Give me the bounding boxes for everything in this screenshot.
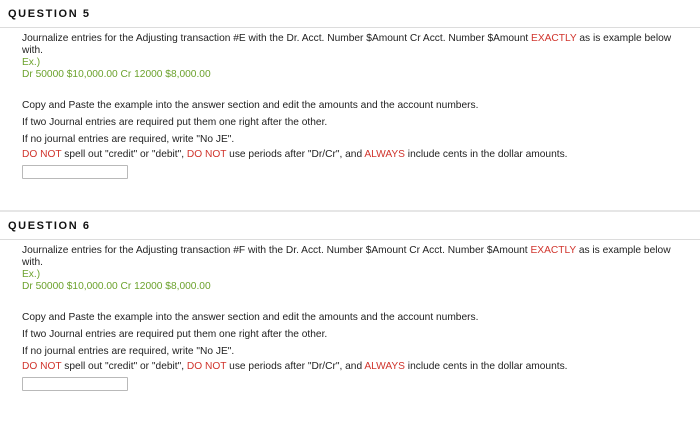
instruction-text-end: as is example below with. (22, 33, 672, 56)
example-entry: Dr 50000 $10,000.00 Cr 12000 $8,000.00 (22, 69, 211, 80)
copy-instruction: Copy and Paste the example into the answer section and edit the amounts and the account numbers. (22, 312, 479, 323)
question-6-answer-input[interactable] (22, 377, 128, 391)
question-5-header (0, 0, 700, 28)
always-emphasis: ALWAYS (364, 361, 405, 372)
instruction-text: Journalize entries for the Adjusting transaction #E with the Dr. Acct. Number $Amount Cr Acct. Number $Amount (22, 33, 532, 44)
rule-text: use periods after "Dr/Cr", and (226, 149, 365, 160)
formatting-rules (22, 361, 672, 373)
two-entries-instruction: If two Journal entries are required put them one right after the other. (22, 329, 328, 340)
instruction-text: Journalize entries for the Adjusting transaction #F with the Dr. Acct. Number $Amount Cr Acct. Number $Amount (22, 245, 531, 256)
question-6-instruction (22, 245, 672, 269)
example-entry: Dr 50000 $10,000.00 Cr 12000 $8,000.00 (22, 281, 211, 292)
instruction-text-end: as is example below with. (22, 245, 671, 268)
do-not-emphasis: DO NOT (22, 361, 62, 372)
copy-instruction: Copy and Paste the example into the answer section and edit the amounts and the account numbers. (22, 100, 479, 111)
question-5-instruction (22, 33, 672, 57)
rule-text: include cents in the dollar amounts. (404, 361, 568, 372)
rule-text: include cents in the dollar amounts. (404, 149, 568, 160)
no-entries-instruction: If no journal entries are required, write "No JE". (22, 346, 235, 357)
question-6-body (0, 240, 700, 391)
rule-text: use periods after "Dr/Cr", and (226, 361, 365, 372)
question-5-block (0, 0, 700, 212)
question-5-body (0, 28, 700, 179)
question-5-answer-input[interactable] (22, 165, 128, 179)
do-not-emphasis: DO NOT (186, 149, 227, 160)
example-label: Ex.) (22, 57, 41, 68)
no-entries-instruction: If no journal entries are required, write "No JE". (22, 134, 235, 145)
always-emphasis: ALWAYS (364, 149, 405, 160)
exactly-emphasis: EXACTLY (530, 245, 576, 256)
do-not-emphasis: DO NOT (186, 361, 227, 372)
question-6-header (0, 212, 700, 240)
exactly-emphasis: EXACTLY (531, 33, 577, 44)
question-6-title: QUESTION 6 (8, 219, 91, 232)
example-label: Ex.) (22, 269, 41, 280)
question-6-block (0, 212, 700, 433)
rule-text: spell out "credit" or "debit", (61, 149, 187, 160)
formatting-rules (22, 149, 672, 161)
question-5-title: QUESTION 5 (8, 7, 91, 20)
do-not-emphasis: DO NOT (22, 149, 62, 160)
two-entries-instruction: If two Journal entries are required put them one right after the other. (22, 117, 328, 128)
rule-text: spell out "credit" or "debit", (61, 361, 187, 372)
